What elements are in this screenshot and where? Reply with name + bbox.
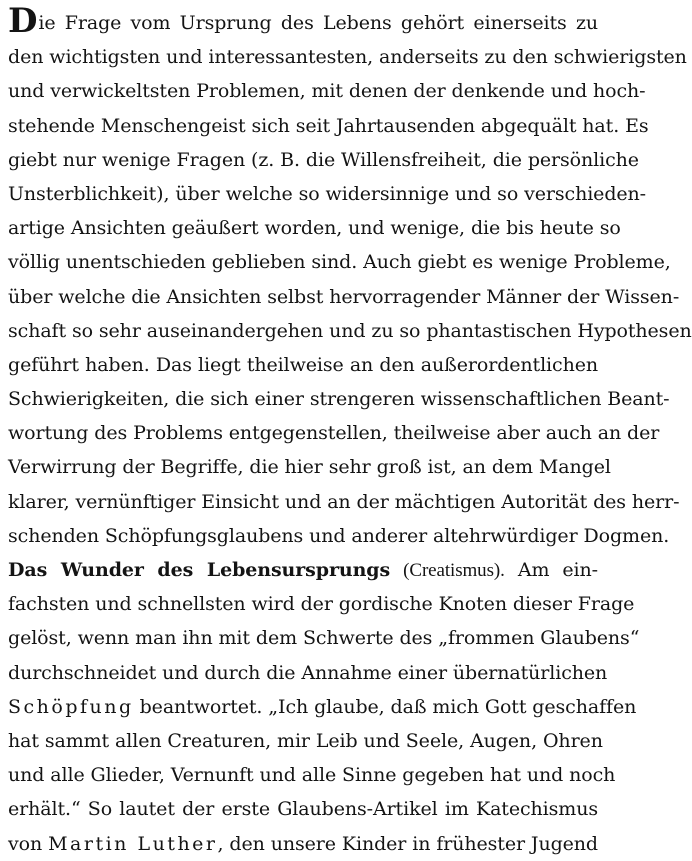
section-heading-rest: Am ein-: [504, 559, 598, 581]
section-line-5-rest: beantwortet. „Ich glaube, daß mich Gott geschaffen: [133, 695, 637, 718]
section-line-2: fachsten und schnellsten wird der gordische Knoten dieser Frage: [8, 593, 635, 616]
text-line-14: Verwirrung der Begriffe, die hier sehr groß ist, an dem Mangel: [8, 456, 611, 479]
section-line-8: erhält.“ So lautet der erste Glaubens-Artikel im Katechismus: [8, 798, 598, 821]
text-line-6: Unsterblichkeit), über welche so widersinnige und so verschieden-: [8, 182, 646, 205]
text-line-13: wortung des Problems entgegenstellen, theilweise aber auch an der: [8, 422, 660, 445]
section-line-6: hat sammt allen Creaturen, mir Leib und Seele, Augen, Ohren: [8, 729, 603, 752]
text-line-3: und verwickeltsten Problemen, mit denen der denkende und hoch-: [8, 80, 646, 103]
text-line-15: klarer, vernünftiger Einsicht und an der mächtigen Autorität des herr-: [8, 490, 680, 513]
text-line-1-body: ie Frage vom Ursprung des Lebens gehört einerseits zu: [38, 12, 598, 34]
section-line-7: und alle Glieder, Vernunft und alle Sinne gegeben hat und noch: [8, 764, 616, 787]
section-heading: Das Wunder des Lebensursprungs: [8, 559, 391, 581]
text-line-8: völlig unentschieden geblieben sind. Auch giebt es wenige Probleme,: [8, 251, 671, 274]
spaced-word-schoepfung: Schöpfung: [8, 695, 134, 718]
text-line-4: stehende Menschengeist sich seit Jahrtausenden abgequält hat. Es: [8, 114, 649, 137]
text-line-1: [8, 1, 598, 41]
section-line-9-prefix: von: [8, 832, 49, 855]
text-line-10: schaft so sehr auseinandergehen und zu so phantastischen Hypothesen: [8, 319, 692, 342]
text-line-5: giebt nur wenige Fragen (z. B. die Willensfreiheit, die persönliche: [8, 148, 639, 171]
spaced-name-luther: Martin Luther: [48, 832, 218, 855]
drop-cap: D: [8, 1, 38, 41]
section-line-9-rest: , den unsere Kinder in frühester Jugend: [217, 832, 598, 855]
text-line-7: artige Ansichten geäußert worden, und wenige, die bis heute so: [8, 217, 621, 240]
section-line-3: gelöst, wenn man ihn mit dem Schwerte des „frommen Glaubens“: [8, 627, 640, 650]
text-line-9: über welche die Ansichten selbst hervorragender Männer der Wissen-: [8, 285, 680, 308]
section-line-9: [8, 827, 598, 861]
section-line-4: durchschneidet und durch die Annahme einer übernatürlichen: [8, 661, 608, 684]
text-line-2: den wichtigsten und interessantesten, anderseits zu den schwierigsten: [8, 46, 687, 69]
section-line-5: [8, 690, 637, 724]
text-line-12: Schwierigkeiten, die sich einer strengeren wissenschaftlichen Beant-: [8, 388, 670, 411]
latin-term: (Creatismus).: [403, 560, 505, 581]
section-heading-line: [8, 553, 598, 587]
text-line-11: geführt haben. Das liegt theilweise an den außerordentlichen: [8, 353, 598, 376]
text-line-16: schenden Schöpfungsglaubens und anderer altehrwürdiger Dogmen.: [8, 524, 670, 547]
